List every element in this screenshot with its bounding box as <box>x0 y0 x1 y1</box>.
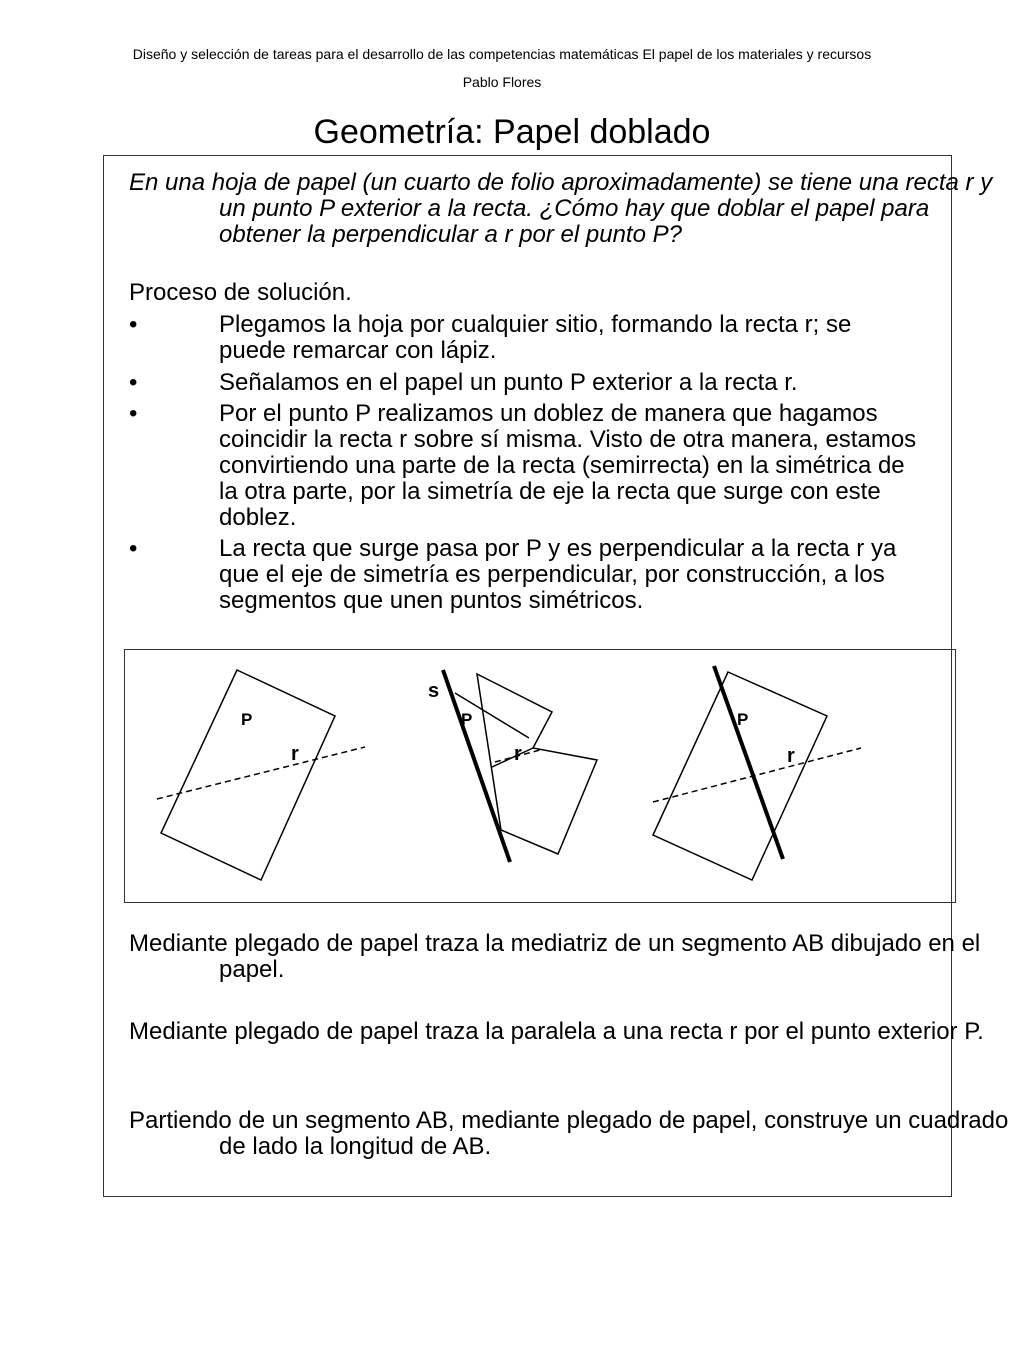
perpendicular-line <box>714 666 783 859</box>
problem-statement: En una hoja de papel (un cuarto de folio aproximadamente) se tiene una recta r y un punto P exterior a la recta. ¿Cómo hay que doblar el papel para obtener la perpendicular a r por el punto P? <box>129 169 993 248</box>
exercise-2: Mediante plegado de papel traza la paralela a una recta r por el punto exterior P. <box>129 1018 984 1045</box>
exercise-3: Partiendo de un segmento AB, mediante plegado de papel, construye un cuadrado de lado la longitud de AB. <box>129 1107 1009 1160</box>
bullet-text: Plegamos la hoja por cualquier sitio, formando la recta r; se puede remarcar con lápiz. <box>219 311 852 364</box>
paper-sheet <box>161 670 335 880</box>
folded-paper <box>477 674 597 854</box>
point-label: P <box>241 710 253 729</box>
panel-1 <box>157 670 365 880</box>
line-r <box>653 748 861 802</box>
running-header: Diseño y selección de tareas para el desarrollo de las competencias matemáticas El papel de los materiales y recursos <box>132 46 872 62</box>
folding-diagram-svg <box>125 650 957 904</box>
bullet-text: Señalamos en el papel un punto P exterior a la recta r. <box>219 369 798 396</box>
fold-edge <box>492 748 533 767</box>
panel-2 <box>428 670 597 862</box>
folding-diagram <box>124 649 956 903</box>
fold-line-s <box>443 670 510 862</box>
line-label: r <box>514 743 522 765</box>
bullet-dot: • <box>129 535 138 562</box>
panel-3 <box>653 666 861 880</box>
bullet-dot: • <box>129 400 138 427</box>
point-label: P <box>461 710 473 729</box>
exercise-1: Mediante plegado de papel traza la mediatriz de un segmento AB dibujado en el papel. <box>129 930 981 983</box>
author-line: Pablo Flores <box>462 74 542 90</box>
page-title: Geometría: Papel doblado <box>313 113 711 151</box>
bullet-text: La recta que surge pasa por P y es perpendicular a la recta r ya que el eje de simetría es perpendicular, por construcción, a los segmentos que unen puntos simétricos. <box>219 535 897 614</box>
bullet-dot: • <box>129 311 138 338</box>
bullet-dot: • <box>129 369 138 396</box>
point-label: P <box>737 710 749 729</box>
bullet-text: Por el punto P realizamos un doblez de manera que hagamos coincidir la recta r sobre sí misma. Visto de otra manera, estamos convirtiendo una parte de la recta (semirrecta) en la simétrica de la otra parte, por la simetría de eje la recta que surge con este doblez. <box>219 400 917 531</box>
fold-label: s <box>428 680 440 702</box>
line-label: r <box>291 743 299 765</box>
paper-sheet <box>653 672 827 880</box>
process-heading: Proceso de solución. <box>129 279 352 306</box>
line-label: r <box>787 745 795 767</box>
